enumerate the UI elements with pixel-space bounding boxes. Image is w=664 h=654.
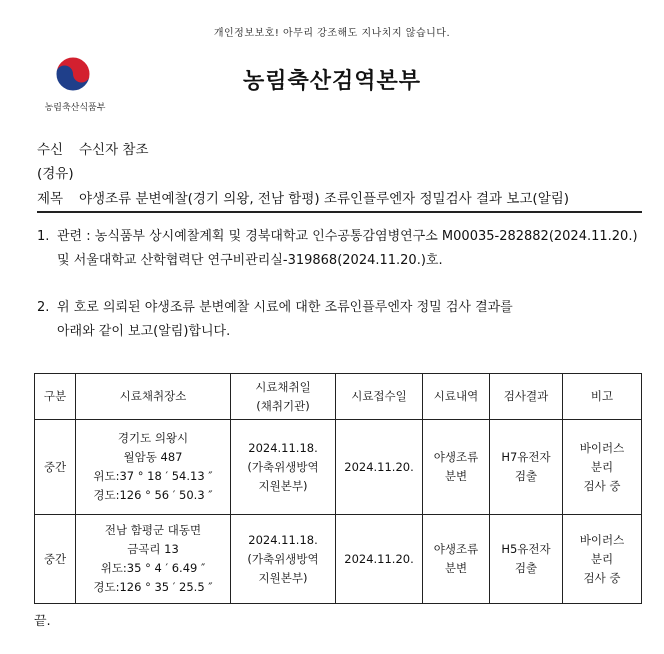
results-table [34,373,642,604]
received-cell: 2024.11.20. [336,420,423,515]
item-text: 위 호로 의뢰된 야생조류 분변예찰 시료에 대한 조류인플루엔자 정밀 검사 결과를 [57,300,513,315]
subject-row [37,187,569,207]
header-cell: 시료내역 [423,374,490,420]
result-cell: H7유전자 검출 [490,420,563,515]
sample-cell: 야생조류 분변 [423,420,490,515]
item-text: 관련 : 농식품부 상시예찰계획 및 경북대학교 인수공통감염병연구소 M00035-282882(2024.11.20.) [57,229,638,244]
header-line: 시료채취일 [255,379,311,394]
type-cell: 중간 [35,515,76,604]
header-cell: 시료접수일 [336,374,423,420]
item-text: 및 서울대학교 산학협력단 연구비관리실-319868(2024.11.20.)호. [57,253,443,268]
collect-cell: 2024.11.18. (가축위생방역 지원본부) [231,515,336,604]
subject-divider [37,211,642,213]
type-cell: 중간 [35,420,76,515]
recipient-row [37,138,149,158]
via-row: (경유) [37,166,74,182]
header-cell: 구분 [35,374,76,420]
header-line: (채취기관) [256,398,310,413]
header-cell: 검사결과 [490,374,563,420]
subject-value: 야생조류 분변예찰(경기 의왕, 전남 함평) 조류인플루엔자 정밀검사 결과 보고(알림) [79,191,570,207]
table-row [35,420,642,515]
header-cell: 비고 [563,374,642,420]
agency-title: 농림축산검역본부 [242,69,422,94]
header-cell: 시료채취장소 [76,374,231,420]
sample-cell: 야생조류 분변 [423,515,490,604]
logo-text: 농림축산식품부 [44,103,106,113]
item-number: 2. [37,300,50,315]
end-mark: 끝. [34,614,51,629]
received-cell: 2024.11.20. [336,515,423,604]
result-cell: H5유전자 검출 [490,515,563,604]
table-header-row [35,374,642,420]
note-cell: 바이러스 분리 검사 중 [563,420,642,515]
collect-cell: 2024.11.18. (가축위생방역 지원본부) [231,420,336,515]
recipient-value: 수신자 참조 [79,142,149,158]
header-cell [231,374,336,420]
item-2 [37,296,642,344]
table-row [35,515,642,604]
item-text: 아래와 같이 보고(알림)합니다. [57,324,231,339]
slogan: 개인정보보호! 아무리 강조해도 지나치지 않습니다. [213,28,451,39]
item-number: 1. [37,229,50,244]
note-cell: 바이러스 분리 검사 중 [563,515,642,604]
recipient-label: 수신 [37,142,64,158]
subject-label: 제목 [37,191,64,207]
place-cell: 전남 함평군 대동면 금곡리 13 위도:35 ° 4 ′ 6.49 ″ 경도:126 ° 35 ′ 25.5 ″ [76,515,231,604]
place-cell: 경기도 의왕시 월암동 487 위도:37 ° 18 ′ 54.13 ″ 경도:126 ° 56 ′ 50.3 ″ [76,420,231,515]
item-1 [37,225,642,273]
